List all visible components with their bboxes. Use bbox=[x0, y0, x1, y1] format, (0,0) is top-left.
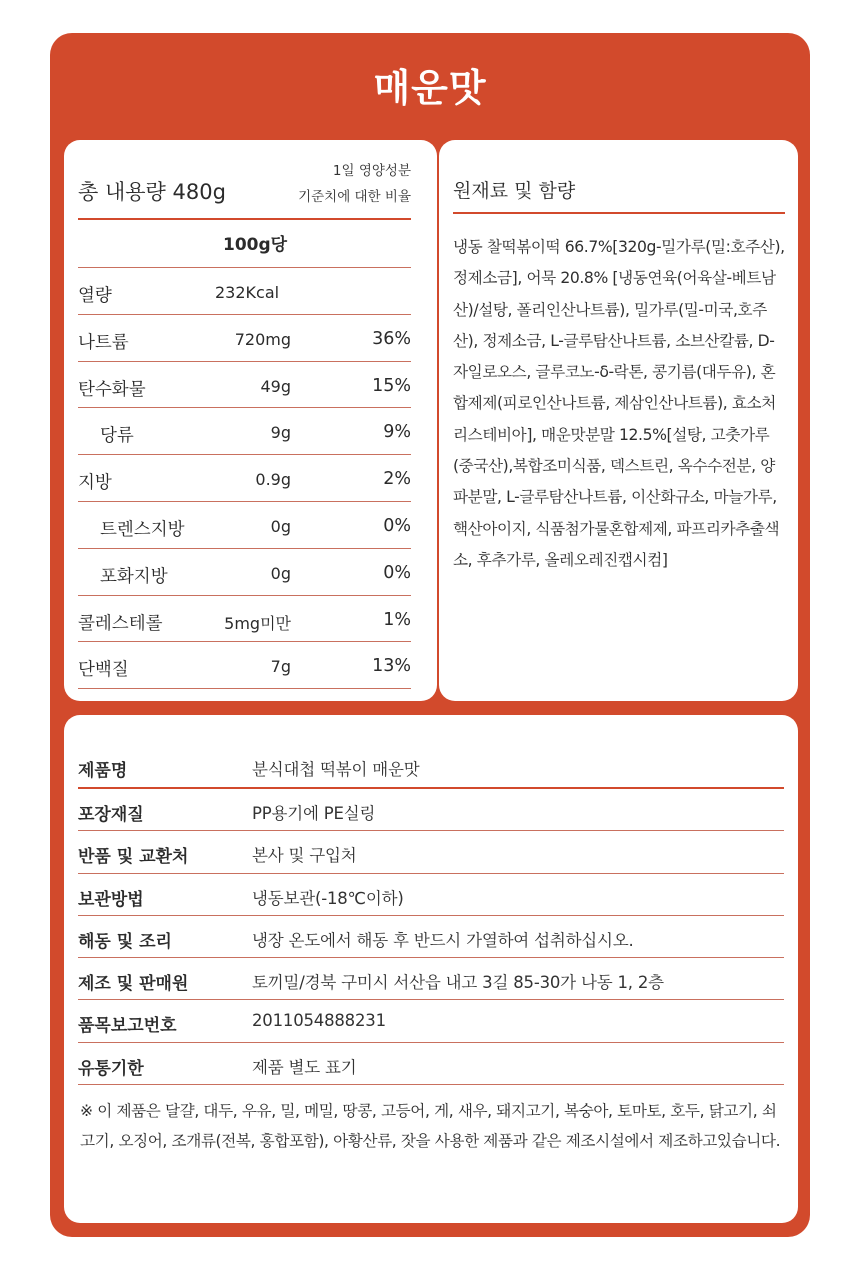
nutrition-row-trans-fat bbox=[78, 502, 411, 549]
nutrition-row-protein bbox=[78, 642, 411, 689]
nutrient-amount: 5mg미만 bbox=[224, 613, 291, 633]
nutrient-name: 지방 bbox=[78, 473, 112, 494]
info-value: 분식대첩 떡볶이 매운맛 bbox=[252, 760, 420, 779]
nutrient-percent: 36% bbox=[372, 328, 411, 349]
nutrient-name: 포화지방 bbox=[100, 566, 168, 587]
nutrient-percent: 2% bbox=[383, 469, 411, 490]
info-label: 제조 및 판매원 bbox=[78, 974, 189, 995]
label-frame bbox=[50, 33, 810, 1237]
nutrient-name: 탄수화물 bbox=[78, 379, 146, 400]
info-label: 해동 및 조리 bbox=[78, 931, 172, 952]
info-label: 유통기한 bbox=[78, 1058, 144, 1079]
ingredients-header bbox=[453, 160, 785, 214]
info-row-manufacturer bbox=[78, 958, 784, 1000]
nutrient-percent: 15% bbox=[372, 375, 411, 396]
nutrition-row-carbohydrate bbox=[78, 362, 411, 409]
info-label: 보관방법 bbox=[78, 889, 144, 910]
product-info-card bbox=[64, 715, 798, 1223]
flavor-title: 매운맛 bbox=[373, 66, 487, 110]
info-label: 제품명 bbox=[78, 761, 128, 781]
info-label: 포장재질 bbox=[78, 805, 144, 825]
nutrient-name: 트렌스지방 bbox=[100, 519, 185, 540]
per-serving-label: 100g당 bbox=[223, 235, 288, 255]
nutrient-name: 당류 bbox=[100, 426, 134, 447]
info-value: 제품 별도 표기 bbox=[252, 1057, 357, 1077]
per-serving-row bbox=[78, 222, 411, 268]
nutrition-row-sodium bbox=[78, 315, 411, 362]
nutrition-card bbox=[64, 140, 437, 701]
ingredients-card bbox=[439, 140, 798, 701]
info-value: 토끼밀/경북 구미시 서산읍 내고 3길 85-30가 나동 1, 2층 bbox=[252, 973, 664, 993]
nutrient-percent: 9% bbox=[383, 422, 411, 443]
nutrition-row-saturated-fat bbox=[78, 549, 411, 596]
daily-value-note bbox=[298, 158, 411, 210]
nutrient-name: 단백질 bbox=[78, 660, 129, 681]
info-value: PP용기에 PE실링 bbox=[252, 804, 376, 823]
info-row-returns bbox=[78, 831, 784, 873]
daily-value-line1: 1일 영양성분 bbox=[332, 163, 411, 179]
nutrient-amount: 0.9g bbox=[255, 470, 291, 490]
nutrient-percent: 0% bbox=[383, 515, 411, 536]
nutrient-name: 열량 bbox=[78, 286, 112, 306]
info-value: 본사 및 구입처 bbox=[252, 846, 357, 866]
nutrition-row-calories bbox=[78, 268, 411, 315]
nutrient-name: 콜레스테롤 bbox=[78, 613, 163, 634]
info-value: 냉장 온도에서 해동 후 반드시 가열하여 섭취하십시오. bbox=[252, 930, 634, 950]
ingredients-text: 냉동 찰떡볶이떡 66.7%[320g-밀가루(밀:호주산), 정제소금], 어묵 20.8% [냉동연육(어육살-베트남산)/설탕, 폴리인산나트륨), 밀가루(밀-미국,호주산), 정제소금, L-글루탐산나트륨, 소브산칼륨, D-자일로오스, 글루코노-δ-락톤, 콩기름(대두유), 혼합제제(피로인산나트륨, 제삼인산나트륨), 효소처리스테비아], 매운맛분말 12.5%[설탕, 고춧가루(중국산),복합조미식품, 덱스트린, 옥수수전분, 양파분말, L-글루탐산나트륨, 이산화규소, 마늘가루, 핵산아이지, 식품첨가물혼합제제, 파프리카추출색소, 후추가루, 올레오레진캡시컴] bbox=[453, 238, 785, 569]
info-value: 냉동보관(-18℃이하) bbox=[252, 888, 404, 908]
nutrient-amount: 0g bbox=[270, 516, 291, 536]
info-label: 품목보고번호 bbox=[78, 1016, 177, 1037]
product-info-table bbox=[78, 745, 784, 1085]
daily-value-line2: 기준치에 대한 비율 bbox=[298, 189, 411, 205]
nutrient-amount: 0g bbox=[270, 563, 291, 583]
nutrient-amount: 7g bbox=[270, 657, 291, 677]
allergen-note: ※ 이 제품은 달걀, 대두, 우유, 밀, 메밀, 땅콩, 고등어, 게, 새우, 돼지고기, 복숭아, 토마토, 호두, 닭고기, 쇠고기, 오징어, 조개류(전복, 홍합포함), 아황산류, 잣을 사용한 제품과 같은 제조시설에서 제조하고있습니다. bbox=[80, 1102, 781, 1150]
nutrient-percent: 13% bbox=[372, 656, 411, 677]
total-content: 총 내용량 480g bbox=[78, 180, 226, 204]
info-row-cooking bbox=[78, 916, 784, 958]
info-row-packaging bbox=[78, 789, 784, 831]
info-row-report-number bbox=[78, 1000, 784, 1042]
nutrient-percent: 1% bbox=[383, 609, 411, 630]
info-label: 반품 및 교환처 bbox=[78, 847, 189, 868]
nutrition-table bbox=[78, 268, 411, 689]
nutrient-amount: 49g bbox=[260, 376, 291, 396]
nutrition-header bbox=[78, 158, 411, 220]
nutrition-row-fat bbox=[78, 455, 411, 502]
nutrient-amount: 232Kcal bbox=[215, 283, 280, 302]
nutrition-row-sugars bbox=[78, 408, 411, 455]
ingredients-heading: 원재료 및 함량 bbox=[453, 180, 576, 202]
info-row-expiration bbox=[78, 1043, 784, 1085]
nutrient-percent: 0% bbox=[383, 562, 411, 583]
info-row-storage bbox=[78, 874, 784, 916]
nutrient-amount: 9g bbox=[270, 423, 291, 443]
nutrient-amount: 720mg bbox=[234, 329, 291, 349]
info-row-product-name bbox=[78, 745, 784, 789]
info-value: 2011054888231 bbox=[252, 1011, 386, 1031]
nutrition-row-cholesterol bbox=[78, 596, 411, 643]
nutrient-name: 나트륨 bbox=[78, 332, 129, 353]
